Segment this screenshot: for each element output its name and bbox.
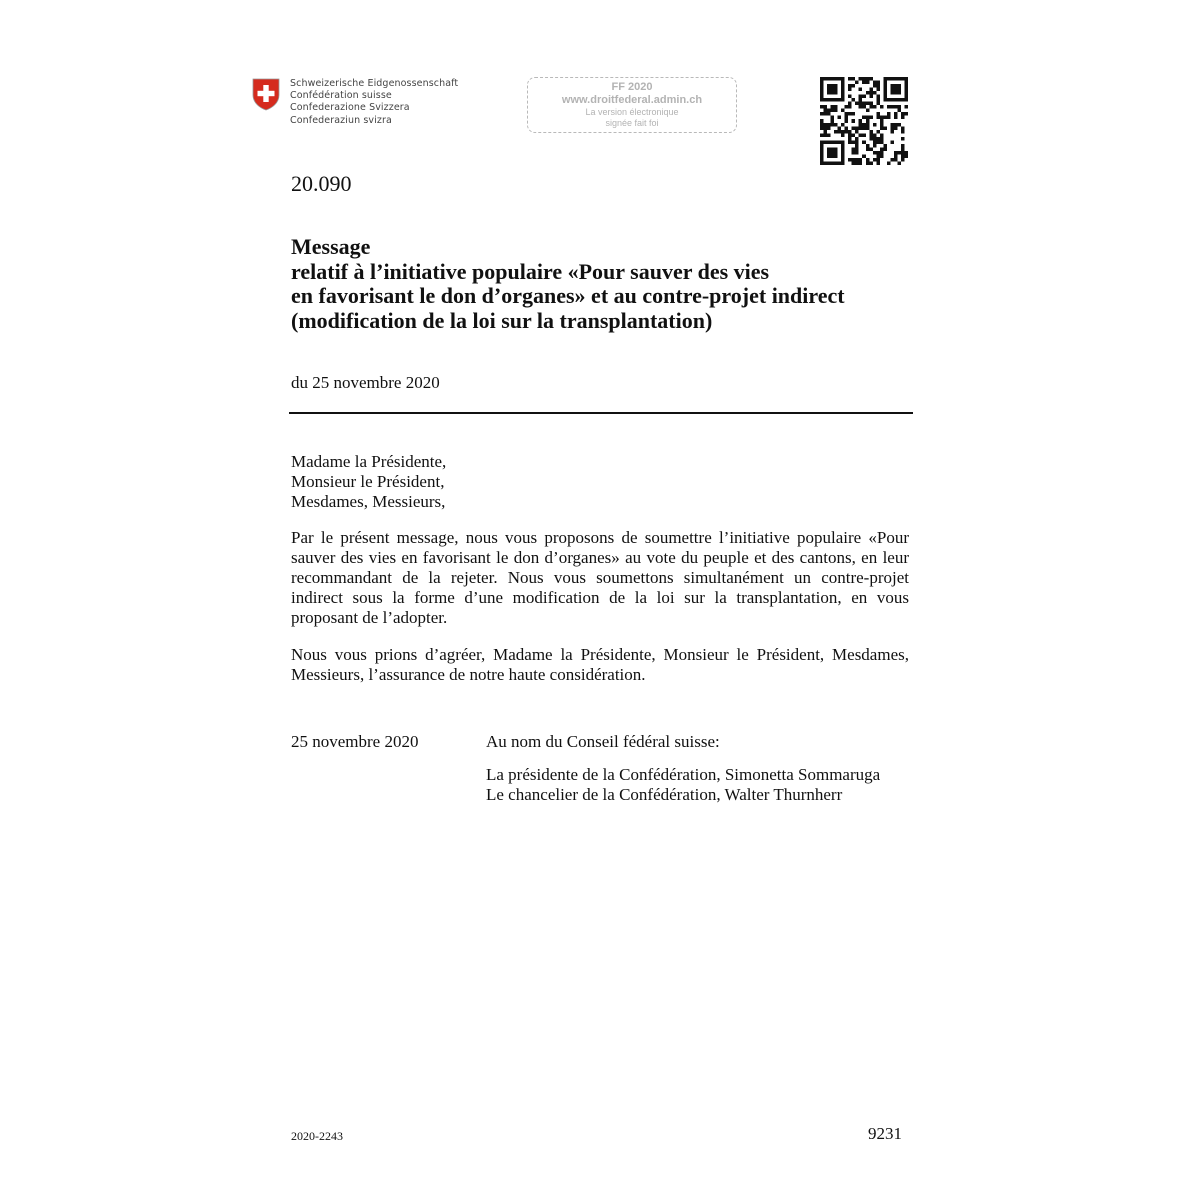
document-number: 20.090 [291, 171, 352, 196]
signer-chancellor: Le chancelier de la Confédération, Walter Thurnherr [486, 785, 843, 804]
document-title [291, 235, 845, 333]
salutation-line: Madame la Présidente, [291, 452, 447, 471]
swiss-cross-icon [251, 77, 281, 111]
qr-code-icon [820, 77, 908, 165]
confederation-name-rm: Confederaziun svizra [290, 114, 392, 126]
signers [486, 765, 880, 805]
signature-date: 25 novembre 2020 [291, 732, 419, 751]
stamp-edition: FF 2020 [611, 81, 653, 93]
signature-authority: Au nom du Conseil fédéral suisse: [486, 732, 720, 751]
page-number: 9231 [868, 1124, 902, 1143]
confederation-names [290, 78, 458, 127]
body-paragraph: Par le présent message, nous vous proposons de soumettre l’initiative populaire «Pour sauver des vies en favorisant le don d’organes» au vote du peuple et des cantons, en leur recommandant de la rejeter. Nous vous soumettons simultanément un contre-projet indirect sous la forme d’une modification de la loi sur la transplantation, en vous proposant de l’adopter. [291, 528, 909, 627]
title-line: (modification de la loi sur la transplantation) [291, 307, 713, 333]
title-line: en favorisant le don d’organes» et au contre-projet indirect [291, 283, 845, 308]
signer-president: La présidente de la Confédération, Simonetta Sommaruga [486, 765, 881, 784]
salutation-line: Mesdames, Messieurs, [291, 492, 446, 511]
closing-paragraph: Nous vous prions d’agréer, Madame la Présidente, Monsieur le Président, Mesdames, Messieurs, l’assurance de notre haute considération. [291, 645, 909, 684]
confederation-name-de: Schweizerische Eidgenossenschaft [290, 78, 459, 89]
confederation-name-fr: Confédération suisse [290, 90, 392, 102]
salutation [291, 452, 446, 512]
salutation-line: Monsieur le Président, [291, 472, 445, 491]
official-publication-stamp [527, 77, 737, 133]
title-line: relatif à l’initiative populaire «Pour sauver des vies [291, 258, 770, 284]
stamp-note-1: La version électronique [585, 107, 679, 117]
stamp-note-2: signée fait foi [605, 118, 659, 128]
confederation-name-it: Confederazione Svizzera [290, 102, 410, 114]
document-date: du 25 novembre 2020 [291, 373, 440, 392]
title-line: Message [291, 234, 371, 259]
stamp-url[interactable]: www.droitfederal.admin.ch [561, 94, 703, 106]
divider [289, 412, 913, 414]
footer-reference: 2020-2243 [291, 1129, 343, 1143]
